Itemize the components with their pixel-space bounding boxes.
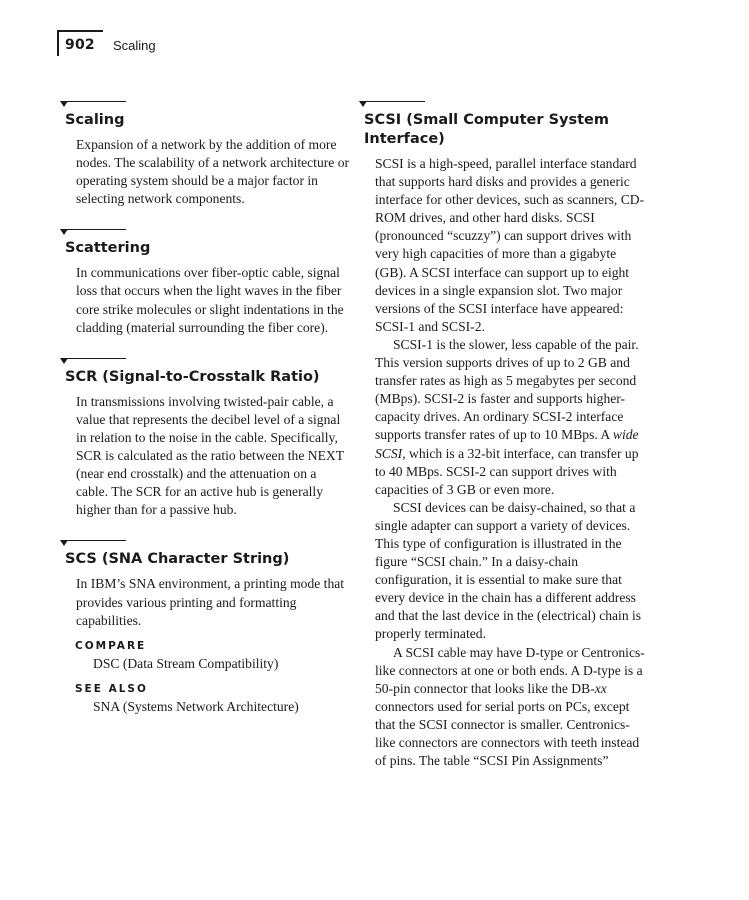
glossary-entry-scattering [59,228,351,336]
paragraph: A SCSI cable may have D-type or Centronics-like connectors at one or both ends. A D-type is a 50-pin connector that looks like the DB-xx connectors used for serial ports on PCs, except that the SCSI connector is smaller. Centronics-like connectors are connectors with teeth instead of pins. The table “SCSI Pin Assignments” [375,644,645,769]
header-rule [57,30,103,32]
entry-term: SCSI (Small Computer System Interface) [364,112,609,147]
entry-term: SCS (SNA Character String) [65,551,290,568]
right-column [358,100,650,790]
entry-definition: In communications over fiber-optic cable, signal loss that occurs when the light waves in the fiber core strike molecules or slight indentations in the cladding (material surrounding the fiber core). [76,265,344,335]
compare-item: DSC (Data Stream Compatibility) [93,655,279,671]
left-column [59,100,351,736]
entry-marker [60,357,351,365]
entry-marker [60,100,351,108]
emphasis-term: wide SCSI, [375,427,639,461]
compare-label: COMPARE [75,639,147,652]
paragraph: SCSI-1 is the slower, less capable of the pair. This version supports drives of up to 2 GB and transfer rates as high as 5 megabytes per second (MBps). SCSI-2 is faster and supports higher-capacity drives. An ordinary SCSI-2 interface supports transfer rates of up to 10 MBps. A wide SCSI, which is a 32-bit interface, can transfer up to 40 MBps. SCSI-2 can support drives with capacities of 3 GB or even more. [375,336,639,497]
glossary-entry-scaling [59,100,351,208]
entry-definition: Expansion of a network by the addition of more nodes. The scalability of a network architecture or operating system should be a major factor in selecting network components. [76,137,350,207]
header-bar [57,30,59,56]
see-also-item: SNA (Systems Network Architecture) [93,698,299,714]
entry-marker [60,539,351,547]
paragraph: SCSI is a high-speed, parallel interface standard that supports hard disks and provides a generic interface for other devices, such as scanners, CD-ROM drives, and other hard disks. SCSI (pronounced “scuzzy”) can support drives with very high capacities of more than a gigabyte (GB). A SCSI interface can support up to eight devices in a single expansion slot. Two major versions of the SCSI interface have appeared: SCSI-1 and SCSI-2. [375,156,645,334]
entry-marker [60,228,351,236]
entry-definition: In IBM’s SNA environment, a printing mode that provides various printing and formatting capabilities. [76,576,345,628]
entry-marker [359,100,650,108]
paragraph: SCSI devices can be daisy-chained, so that a single adapter can support a variety of devices. This type of configuration is illustrated in the figure “SCSI chain.” In a daisy-chain configuration, it is essential to make sure that every device in the chain has a different address and that the last device in the (electrical) chain is properly terminated. [375,499,642,642]
emphasis-term: xx [594,680,607,696]
entry-definition [375,155,650,770]
running-head: Scaling [113,38,156,53]
entry-definition: In transmissions involving twisted-pair cable, a value that represents the decibel level of a signal in relation to the noise in the cable. Specifically, SCR is calculated as the ratio between the NEXT (near end crosstalk) and the attenuation on a cable. The SCR for an active hub is generally higher than for a passive hub. [76,393,344,518]
entry-term: Scattering [65,240,151,257]
entry-term: Scaling [65,112,125,128]
page-number: 902 [65,37,95,53]
glossary-entry-scs [59,539,351,715]
see-also-label: SEE ALSO [75,682,148,695]
glossary-entry-scr [59,357,351,520]
entry-term: SCR (Signal-to-Crosstalk Ratio) [65,368,320,385]
glossary-entry-scsi [358,100,650,770]
